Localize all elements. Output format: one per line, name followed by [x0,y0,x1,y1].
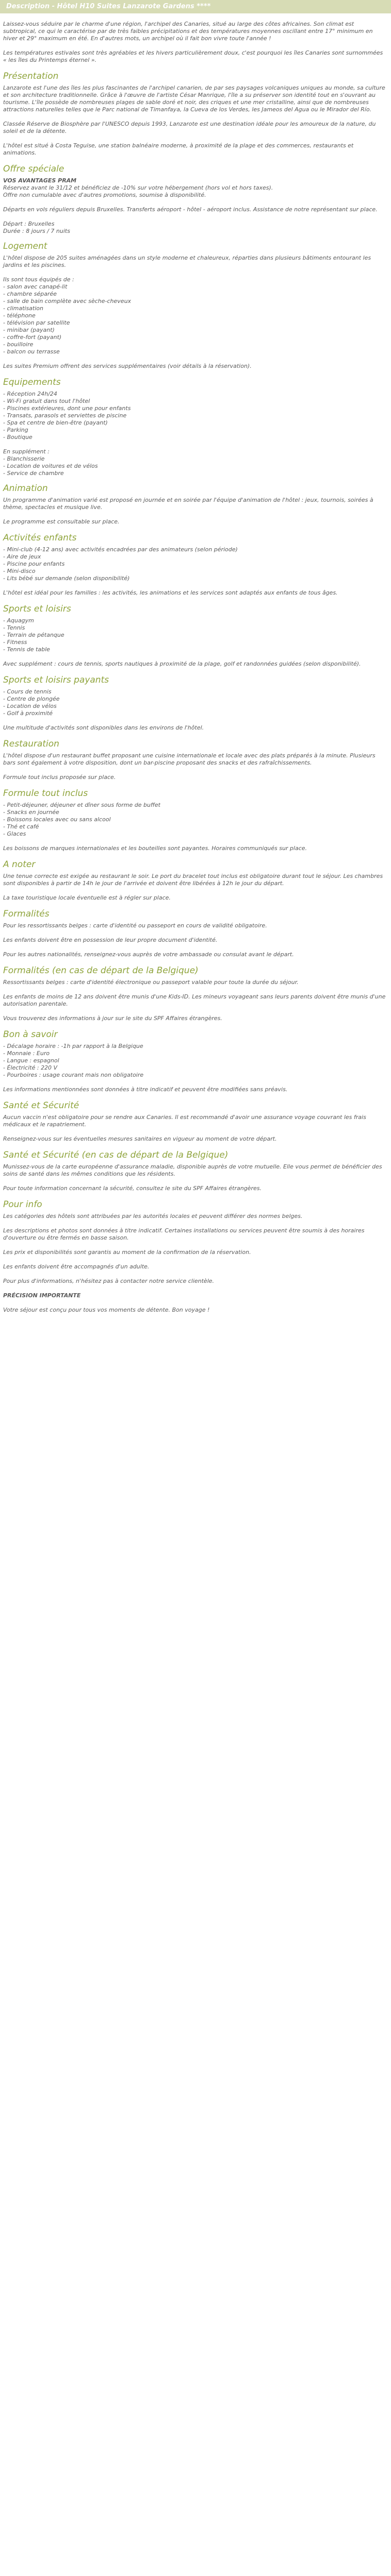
formalites-be-title: Formalités (en cas de départ de la Belgique) [3,965,199,976]
formalites-be-paragraph: Ressortissants belges : carte d'identité électronique ou passeport valable pour toute la durée du séjour. [3,979,299,986]
logement-extra: Les suites Premium offrent des services supplémentaires (voir détails à la réservation). [3,363,252,369]
bon-a-savoir-paragraph: Les informations mentionnées sont données à titre indicatif et peuvent être modifiées sans préavis. [3,1086,288,1093]
info-paragraph: Les descriptions et photos sont données à titre indicatif. Certaines installations ou services peuvent être soumis à des horaires d'ouverture ou être fermés en basse saison. [3,1227,365,1241]
remarque-paragraph: La taxe touristique locale éventuelle est à régler sur place. [3,894,171,901]
bon-a-savoir-item: - Monnaie : Euro [3,1050,50,1057]
restauration-section [0,739,391,781]
page-header: Description - Hôtel H10 Suites Lanzarote Gardens **** [0,0,391,13]
info-precision: PRÉCISION IMPORTANTE [3,1292,81,1299]
sante-be-title: Santé et Sécurité (en cas de départ de la Belgique) [3,1150,229,1160]
logement-item: - minibar (payant) [3,327,55,333]
sante-title: Santé et Sécurité [3,1100,79,1111]
offre-title: Offre spéciale [3,164,64,174]
formule-title: Formule tout inclus [3,788,88,799]
sport-payant-item: - Golf à proximité [3,710,53,717]
offre-line: Offre non cumulable avec d'autres promotions, soumise à disponibilité. [3,192,206,198]
info-section [0,1199,391,1314]
intro-paragraph: Les températures estivales sont très agréables et les hivers particulièrement doux, c'est pourquoi les îles Canaries sont surnommées « les îles du Printemps éternel ». [3,49,383,63]
activite-item: - Lits bébé sur demande (selon disponibilité) [3,575,130,582]
formule-paragraph: Les boissons de marques internationales et les bouteilles sont payantes. Horaires communiqués sur place. [3,845,307,852]
equipement-item: - Transats, parasols et serviettes de piscine [3,412,127,419]
sport-payant-item: - Location de vélos [3,703,57,709]
offre-section [0,164,391,235]
presentation-title: Présentation [3,71,59,81]
equipement-item: - Parking [3,427,28,433]
formule-section [0,788,391,852]
sante-be-paragraph: Pour toute information concernant la sécurité, consultez le site du SPF Affaires étrangères. [3,1185,262,1192]
info-paragraph: Les catégories des hôtels sont attribuées par les autorités locales et peuvent différer des normes belges. [3,1213,303,1219]
formalites-be-paragraph: Vous trouverez des informations à jour sur le site du SPF Affaires étrangères. [3,1015,222,1022]
intro-section [0,13,391,64]
formalites-section [0,909,391,958]
presentation-paragraph: L'hôtel est situé à Costa Teguise, une station balnéaire moderne, à proximité de la plage et des commerces, restaurants et animations. [3,142,354,156]
remarque-section [0,859,391,902]
remarque-title: A noter [3,859,36,870]
animation-paragraph: Un programme d'animation varié est proposé en journée et en soirée par l'équipe d'animation de l'hôtel : jeux, tournois, soirées à thème, spectacles et musique live. [3,497,373,511]
info-closing: Votre séjour est conçu pour tous vos moments de détente. Bon voyage ! [3,1307,210,1313]
sejour-line: Départ : Bruxelles [3,221,55,227]
equipement-item: - Boutique [3,434,32,440]
sante-section [0,1100,391,1143]
equipement-item: - Piscines extérieures, dont une pour enfants [3,405,131,412]
sports-payants-section [0,675,391,732]
bon-a-savoir-title: Bon à savoir [3,1029,58,1040]
sante-be-paragraph: Munissez-vous de la carte européenne d'assurance maladie, disponible auprès de votre mutuelle. Elle vous permet de bénéficier des soins de santé dans les mêmes conditions que les résidents. [3,1163,382,1177]
logement-item: - salon avec canapé-lit [3,283,68,290]
equipements-title: Equipements [3,377,61,387]
info-paragraph: Pour plus d'informations, n'hésitez pas à contacter notre service clientèle. [3,1278,215,1284]
sport-item: - Fitness [3,639,27,646]
sport-item: - Terrain de pétanque [3,632,64,638]
logement-item: - bouilloire [3,341,34,348]
restauration-paragraph: L'hôtel dispose d'un restaurant buffet proposant une cuisine internationale et locale avec des plats préparés à la minute. Plusieurs bars sont également à votre disposition, dont un bar-piscine proposant des snacks et des rafraîchissements. [3,752,376,766]
activite-item: - Mini-disco [3,568,36,574]
formalites-be-section [0,965,391,1022]
logement-item: - salle de bain complète avec sèche-cheveux [3,298,132,304]
formalites-paragraph: Pour les autres nationalités, renseignez-vous auprès de votre ambassade ou consulat avant le départ. [3,951,294,958]
activites-section [0,533,391,597]
logement-item: - balcon ou terrasse [3,348,60,355]
info-paragraph: Les enfants doivent être accompagnés d'un adulte. [3,1263,150,1270]
equipement-supp-item: - Blanchisserie [3,455,45,462]
bon-a-savoir-section [0,1029,391,1093]
activite-item: - Piscine pour enfants [3,561,65,567]
bon-a-savoir-item: - Décalage horaire : -1h par rapport à la Belgique [3,1043,143,1049]
sante-be-section [0,1150,391,1192]
equipement-supp-item: - Service de chambre [3,470,64,477]
sejour-line: Durée : 8 jours / 7 nuits [3,228,70,234]
sports-paragraph: Avec supplément : cours de tennis, sports nautiques à proximité de la plage, golf et randonnées guidées (selon disponibilité). [3,660,361,667]
intro-paragraph: Laissez-vous séduire par le charme d'une région, l'archipel des Canaries, situé au large des côtes africaines. Son climat est subtropical, ce qui le caractérise par de très faibles précipitations et des températures moyennes oscillant entre 17° minimum en hiver et 29° maximum en été. En d'autres mots, un archipel où il fait bon vivre toute l'année ! [3,21,373,42]
activites-title: Activités enfants [3,533,77,543]
animation-title: Animation [3,483,48,494]
equipement-supp-item: - Location de voitures et de vélos [3,463,98,469]
formule-item: - Petit-déjeuner, déjeuner et dîner sous forme de buffet [3,802,160,808]
sport-item: - Aquagym [3,617,34,624]
equipements-section [0,377,391,477]
sport-payant-item: - Centre de plongée [3,696,60,702]
sport-payant-item: - Cours de tennis [3,688,52,695]
equipement-item: - Réception 24h/24 [3,391,57,397]
logement-paragraph: Ils sont tous équipés de : [3,276,74,283]
formule-item: - Snacks en journée [3,809,59,816]
sports-payants-paragraph: Une multitude d'activités sont disponibles dans les environs de l'hôtel. [3,724,204,731]
logement-section [0,241,391,370]
sante-paragraph: Renseignez-vous sur les éventuelles mesures sanitaires en vigueur au moment de votre départ. [3,1136,277,1142]
sport-item: - Tennis [3,624,25,631]
formalites-paragraph: Pour les ressortissants belges : carte d'identité ou passeport en cours de validité obligatoire. [3,922,267,929]
activites-paragraph: L'hôtel est idéal pour les familles : les activités, les animations et les services sont adaptés aux enfants de tous âges. [3,589,338,596]
sport-item: - Tennis de table [3,646,50,653]
sports-title: Sports et loisirs [3,604,71,614]
restauration-title: Restauration [3,739,59,749]
equipement-supplement: En supplément : [3,448,50,455]
formule-item: - Glaces [3,831,26,837]
formalites-title: Formalités [3,909,50,919]
formalites-paragraph: Les enfants doivent être en possession de leur propre document d'identité. [3,937,218,943]
presentation-paragraph: Classée Réserve de Biosphère par l'UNESCO depuis 1993, Lanzarote est une destination idéale pour les amoureux de la nature, du soleil et de la détente. [3,121,376,134]
info-title: Pour info [3,1199,42,1210]
presentation-section [0,71,391,157]
sejour-paragraph: Départs en vols réguliers depuis Bruxelles. Transferts aéroport - hôtel - aéroport inclus. Assistance de notre représentant sur place. [3,206,378,213]
logement-item: - coffre-fort (payant) [3,334,62,341]
logement-title: Logement [3,241,47,251]
presentation-paragraph: Lanzarote est l'une des îles les plus fascinantes de l'archipel canarien, de par ses paysages volcaniques uniques au monde, sa culture et son architecture traditionnelle. Grâce à l'œuvre de l'artiste César Manrique, l'île a su préserver son identité tout en s'ouvrant au tourisme. L'île possède de nombreuses plages de sable doré et noir, des criques et une mer cristalline, ainsi que de nombreuses attractions naturelles telles que le Parc national de Timanfaya, la Cueva de los Verdes, les Jameos del Agua ou le Mirador del Río. [3,84,385,113]
logement-item: - climatisation [3,305,43,312]
offre-line: VOS AVANTAGES PRAM [3,177,77,184]
remarque-paragraph: Une tenue correcte est exigée au restaurant le soir. Le port du bracelet tout inclus est obligatoire durant tout le séjour. Les chambres sont disponibles à partir de 14h le jour de l'arrivée et doivent être libérées à 12h le jour du départ. [3,873,383,887]
info-paragraph: Les prix et disponibilités sont garantis au moment de la confirmation de la réservation. [3,1249,251,1256]
bon-a-savoir-item: - Pourboires : usage courant mais non obligatoire [3,1072,144,1078]
logement-item: - télévision par satellite [3,319,70,326]
restauration-paragraph: Formule tout inclus proposée sur place. [3,774,116,781]
animation-section [0,483,391,526]
equipement-item: - Wi-Fi gratuit dans tout l'hôtel [3,398,90,404]
sports-section [0,604,391,668]
formule-item: - Boissons locales avec ou sans alcool [3,816,111,823]
sports-payants-title: Sports et loisirs payants [3,675,109,685]
logement-item: - chambre séparée [3,291,57,297]
offre-line: Réservez avant le 31/12 et bénéficiez de -10% sur votre hébergement (hors vol et hors taxes). [3,184,273,191]
formalites-be-paragraph: Les enfants de moins de 12 ans doivent être munis d'une Kids-ID. Les mineurs voyageant sans leurs parents doivent être munis d'une autorisation parentale. [3,993,386,1007]
sante-paragraph: Aucun vaccin n'est obligatoire pour se rendre aux Canaries. Il est recommandé d'avoir une assurance voyage couvrant les frais médicaux et le rapatriement. [3,1114,366,1128]
logement-paragraph: L'hôtel dispose de 205 suites aménagées dans un style moderne et chaleureux, réparties dans plusieurs bâtiments entourant les jardins et les piscines. [3,255,371,268]
formule-item: - Thé et café [3,823,39,830]
activite-item: - Mini-club (4-12 ans) avec activités encadrées par des animateurs (selon période) [3,546,238,553]
animation-paragraph: Le programme est consultable sur place. [3,518,120,525]
equipement-item: - Spa et centre de bien-être (payant) [3,419,108,426]
logement-item: - téléphone [3,312,36,319]
bon-a-savoir-item: - Électricité : 220 V [3,1064,58,1071]
bon-a-savoir-item: - Langue : espagnol [3,1057,59,1064]
activite-item: - Aire de jeux [3,553,41,560]
